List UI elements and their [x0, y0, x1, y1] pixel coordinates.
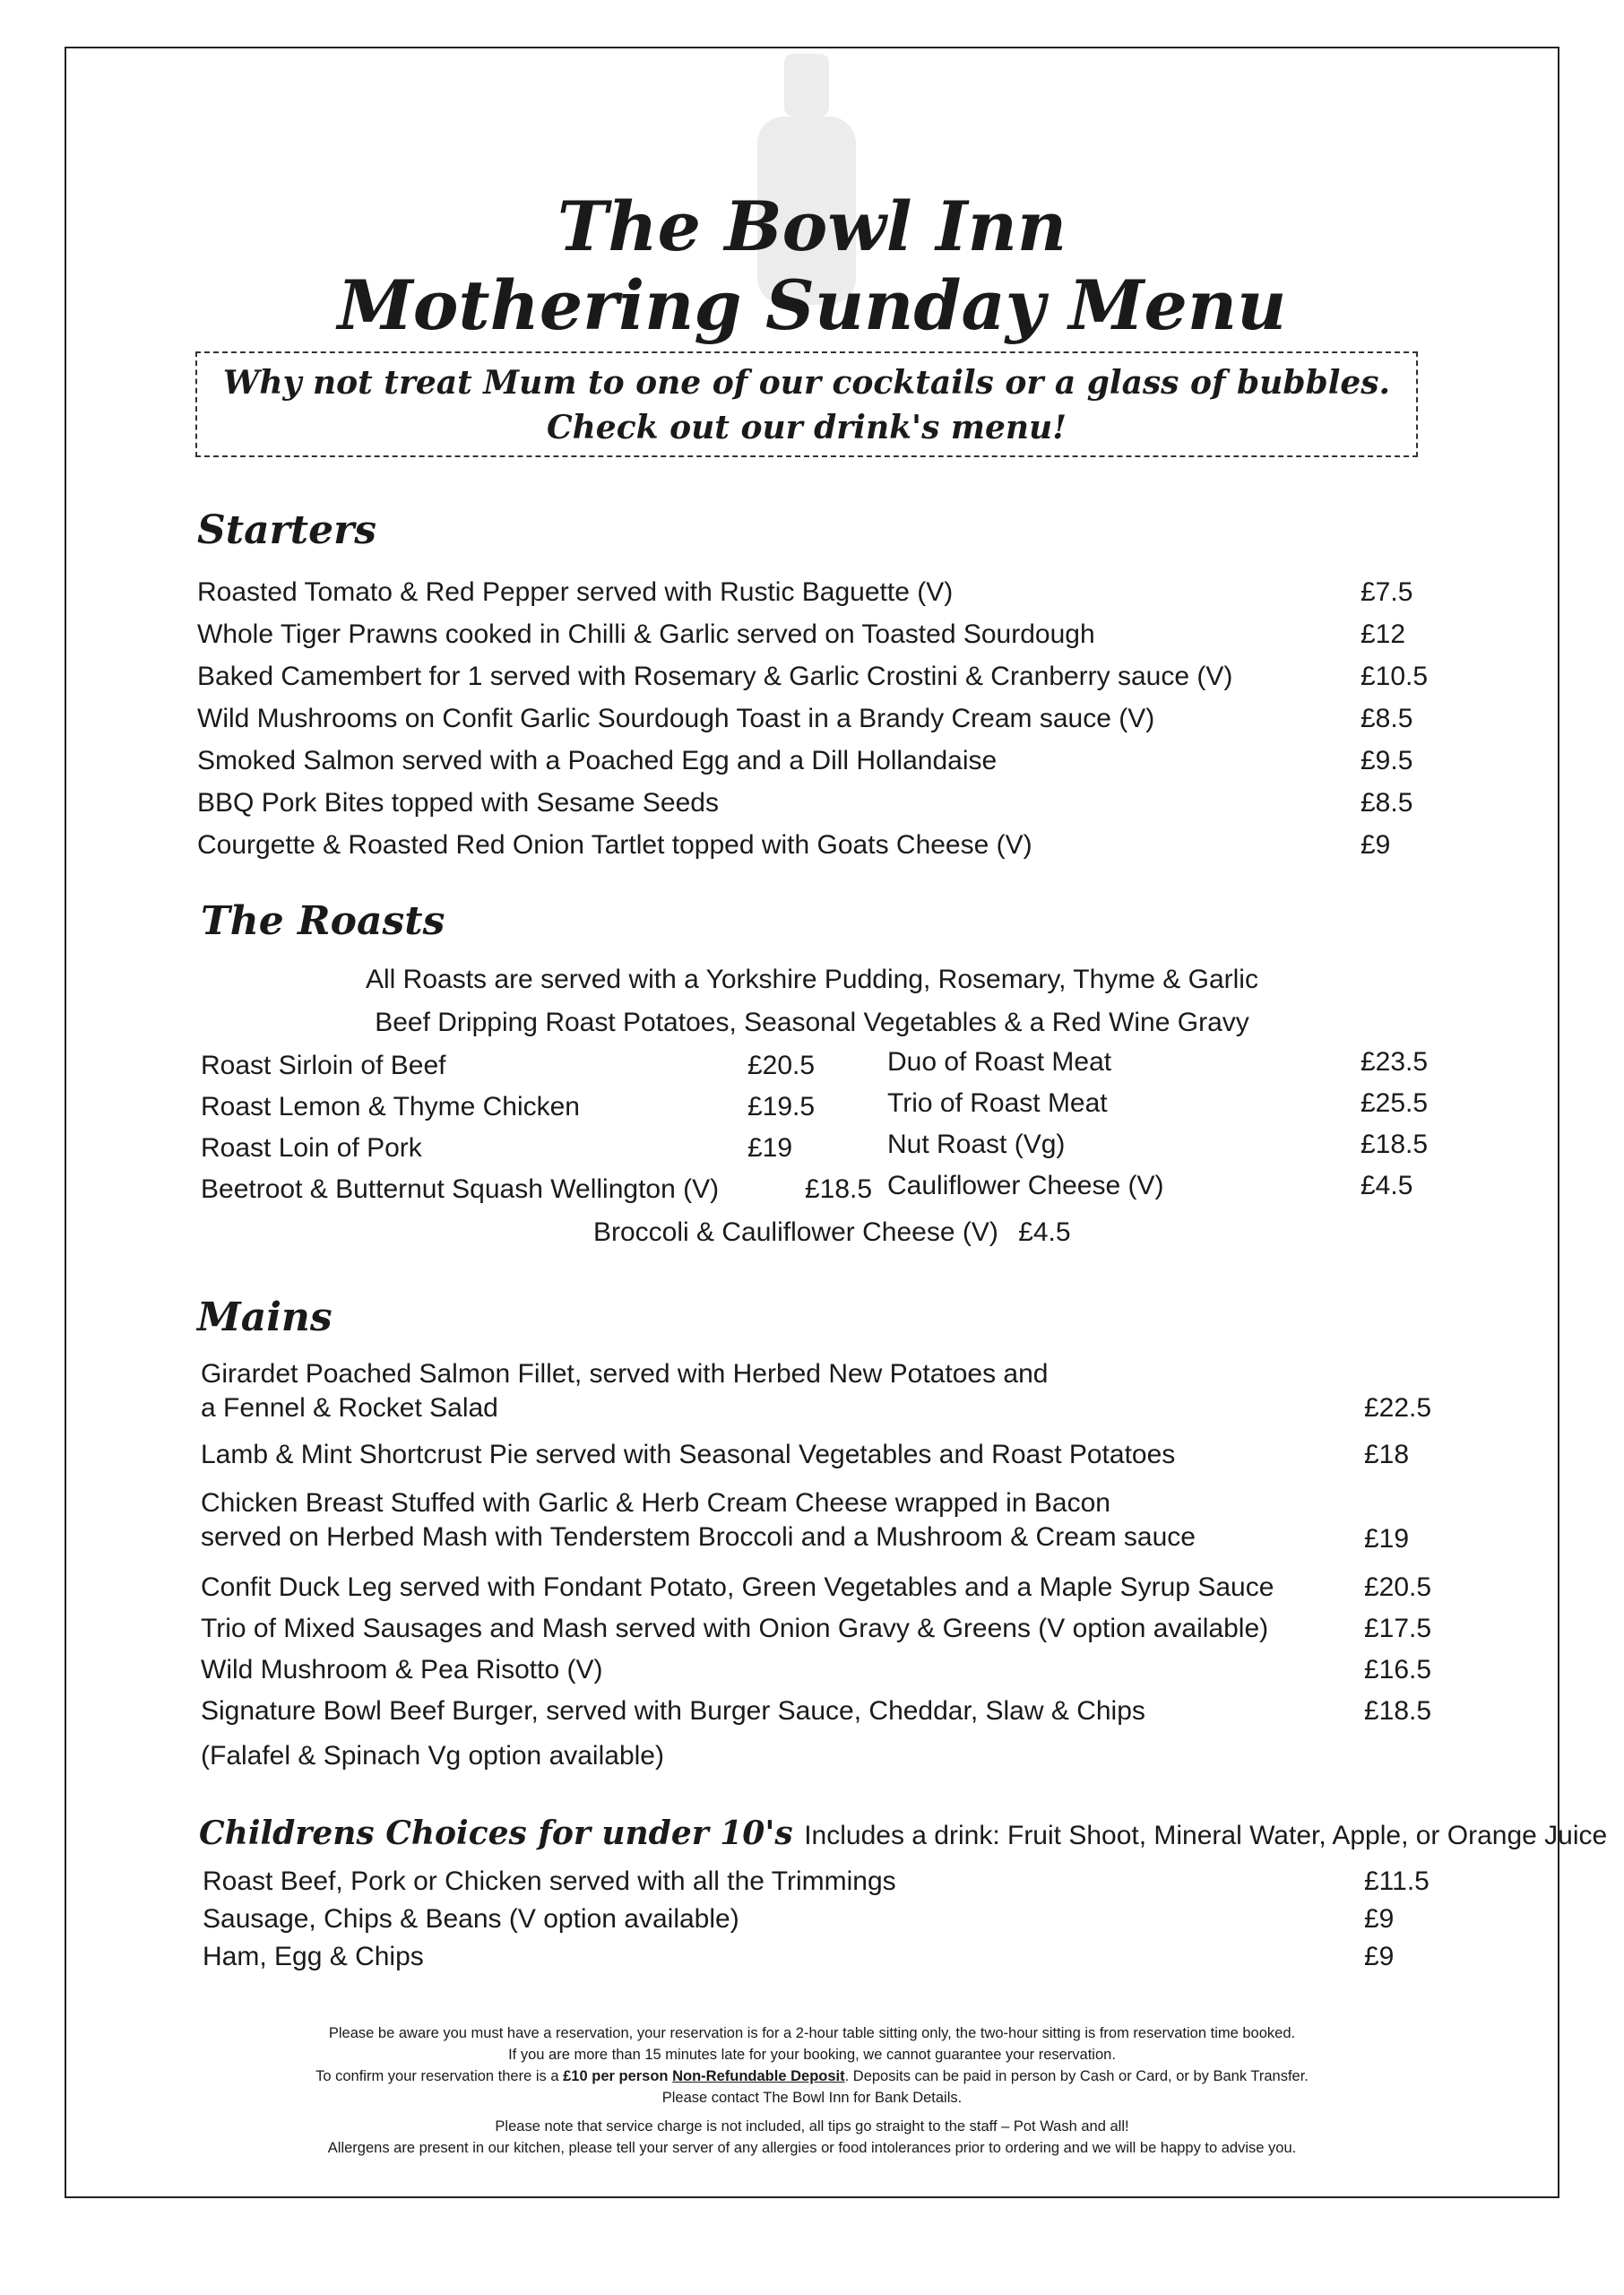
- footer-allergens: Allergens are present in our kitchen, please tell your server of any allergies or food intolerances prior to ordering and we will be happy to advise you.: [327, 2140, 1297, 2156]
- roasts-extra-name: Broccoli & Cauliflower Cheese (V): [593, 1217, 998, 1247]
- child-item-name: Sausage, Chips & Beans (V option available): [203, 1904, 739, 1934]
- child-item-price: £9: [1364, 1904, 1395, 1934]
- roast-right-name: Nut Roast (Vg): [887, 1130, 1066, 1159]
- roast-left-name: Beetroot & Butternut Squash Wellington (V): [201, 1174, 720, 1204]
- starter-item-name: Smoked Salmon served with a Poached Egg and a Dill Hollandaise: [197, 746, 998, 775]
- footer-deposit-a: To confirm your reservation there is a: [315, 2068, 564, 2084]
- children-heading-row: [199, 1813, 1607, 1857]
- main-item-price: £16.5: [1364, 1655, 1432, 1684]
- main-item-line1: Girardet Poached Salmon Fillet, served with Herbed New Potatoes and: [201, 1359, 1049, 1389]
- roast-right-price: £25.5: [1361, 1088, 1429, 1118]
- child-item-price: £9: [1364, 1942, 1395, 1971]
- starter-item-name: Roasted Tomato & Red Pepper served with Rustic Baguette (V): [197, 577, 954, 607]
- title-menu: Mothering Sunday Menu: [337, 265, 1287, 345]
- starter-item-name: Baked Camembert for 1 served with Rosemary & Garlic Crostini & Cranberry sauce (V): [197, 662, 1233, 691]
- roasts-intro-2: Beef Dripping Roast Potatoes, Seasonal Vegetables & a Red Wine Gravy: [375, 1008, 1249, 1037]
- footer-deposit-amount: £10 per person: [563, 2068, 669, 2084]
- starter-item-price: £12: [1361, 619, 1406, 649]
- roast-right-price: £23.5: [1361, 1047, 1429, 1077]
- starter-item-price: £9: [1361, 830, 1391, 860]
- promo-line-2: Check out our drink's menu!: [546, 409, 1067, 446]
- main-item-line1: Confit Duck Leg served with Fondant Potato, Green Vegetables and a Maple Syrup Sauce: [201, 1572, 1274, 1602]
- roast-left-name: Roast Loin of Pork: [201, 1133, 422, 1163]
- promo-box: [195, 351, 1418, 457]
- child-item-price: £11.5: [1364, 1866, 1430, 1896]
- main-item-price: £17.5: [1364, 1614, 1432, 1643]
- roast-right-name: Trio of Roast Meat: [887, 1088, 1108, 1118]
- starter-item-name: Wild Mushrooms on Confit Garlic Sourdough Toast in a Brandy Cream sauce (V): [197, 704, 1155, 733]
- child-item-name: Roast Beef, Pork or Chicken served with all the Trimmings: [203, 1866, 896, 1896]
- roast-right-price: £18.5: [1361, 1130, 1429, 1159]
- footer-bank: Please contact The Bowl Inn for Bank Details.: [661, 2090, 963, 2106]
- roast-right-name: Cauliflower Cheese (V): [887, 1171, 1164, 1200]
- roast-right-price: £4.5: [1361, 1171, 1413, 1200]
- roast-left-price: £20.5: [747, 1051, 816, 1080]
- children-heading: Childrens Choices for under 10's: [199, 1814, 793, 1852]
- promo-line-1: Why not treat Mum to one of our cocktails or a glass of bubbles.: [222, 364, 1391, 402]
- roasts-intro-1: All Roasts are served with a Yorkshire Pudding, Rosemary, Thyme & Garlic: [366, 965, 1258, 994]
- main-item-line1: Wild Mushroom & Pea Risotto (V): [201, 1655, 603, 1684]
- roasts-extra-price: £4.5: [1018, 1217, 1071, 1247]
- mains-heading: Mains: [197, 1295, 333, 1340]
- roast-left-name: Roast Lemon & Thyme Chicken: [201, 1092, 580, 1122]
- main-item-line2: served on Herbed Mash with Tenderstem Broccoli and a Mushroom & Cream sauce: [201, 1522, 1196, 1552]
- footer-deposit-d: . Deposits can be paid in person by Cash or Card, or by Bank Transfer.: [844, 2068, 1309, 2084]
- roasts-extra-item: [593, 1216, 1071, 1250]
- footer-reservation: Please be aware you must have a reservation, your reservation is for a 2-hour table sitting only, the two-hour sitting is from reservation time booked.: [328, 2025, 1296, 2041]
- footer-late: If you are more than 15 minutes late for your booking, we cannot guarantee your reservation.: [508, 2047, 1116, 2063]
- main-item-line1: Chicken Breast Stuffed with Garlic & Herb Cream Cheese wrapped in Bacon: [201, 1488, 1110, 1518]
- starter-item-price: £8.5: [1361, 788, 1413, 818]
- main-item-line1: Signature Bowl Beef Burger, served with Burger Sauce, Cheddar, Slaw & Chips: [201, 1696, 1145, 1726]
- main-item-price: £19: [1364, 1524, 1410, 1554]
- roast-right-name: Duo of Roast Meat: [887, 1047, 1112, 1077]
- title-venue: The Bowl Inn: [557, 186, 1067, 266]
- roast-left-price: £19.5: [747, 1092, 816, 1122]
- starter-item-name: BBQ Pork Bites topped with Sesame Seeds: [197, 788, 719, 818]
- starter-item-name: Whole Tiger Prawns cooked in Chilli & Garlic served on Toasted Sourdough: [197, 619, 1095, 649]
- main-item-line2: (Falafel & Spinach Vg option available): [201, 1741, 664, 1771]
- main-item-price: £18: [1364, 1440, 1410, 1469]
- footer-tips: Please note that service charge is not included, all tips go straight to the staff – Pot Wash and all!: [495, 2118, 1129, 2135]
- main-item-price: £20.5: [1364, 1572, 1432, 1602]
- starter-item-price: £10.5: [1361, 662, 1429, 691]
- starter-item-price: £8.5: [1361, 704, 1413, 733]
- child-item-name: Ham, Egg & Chips: [203, 1942, 424, 1971]
- roast-left-price: £18.5: [805, 1174, 873, 1204]
- footer-deposit-nonrefundable: Non-Refundable Deposit: [672, 2068, 845, 2084]
- starter-item-price: £9.5: [1361, 746, 1413, 775]
- main-item-line1: Lamb & Mint Shortcrust Pie served with Seasonal Vegetables and Roast Potatoes: [201, 1440, 1176, 1469]
- footer-deposit: [0, 2066, 1624, 2087]
- main-item-price: £22.5: [1364, 1393, 1432, 1423]
- roast-left-name: Roast Sirloin of Beef: [201, 1051, 446, 1080]
- children-note: Includes a drink: Fruit Shoot, Mineral Water, Apple, or Orange Juice: [804, 1821, 1608, 1850]
- starters-heading: Starters: [197, 507, 377, 553]
- roast-left-price: £19: [747, 1133, 793, 1163]
- roasts-heading: The Roasts: [201, 898, 445, 944]
- starter-item-name: Courgette & Roasted Red Onion Tartlet topped with Goats Cheese (V): [197, 830, 1032, 860]
- main-item-line2: a Fennel & Rocket Salad: [201, 1393, 498, 1423]
- starter-item-price: £7.5: [1361, 577, 1413, 607]
- main-item-line1: Trio of Mixed Sausages and Mash served with Onion Gravy & Greens (V option available): [201, 1614, 1269, 1643]
- main-item-price: £18.5: [1364, 1696, 1432, 1726]
